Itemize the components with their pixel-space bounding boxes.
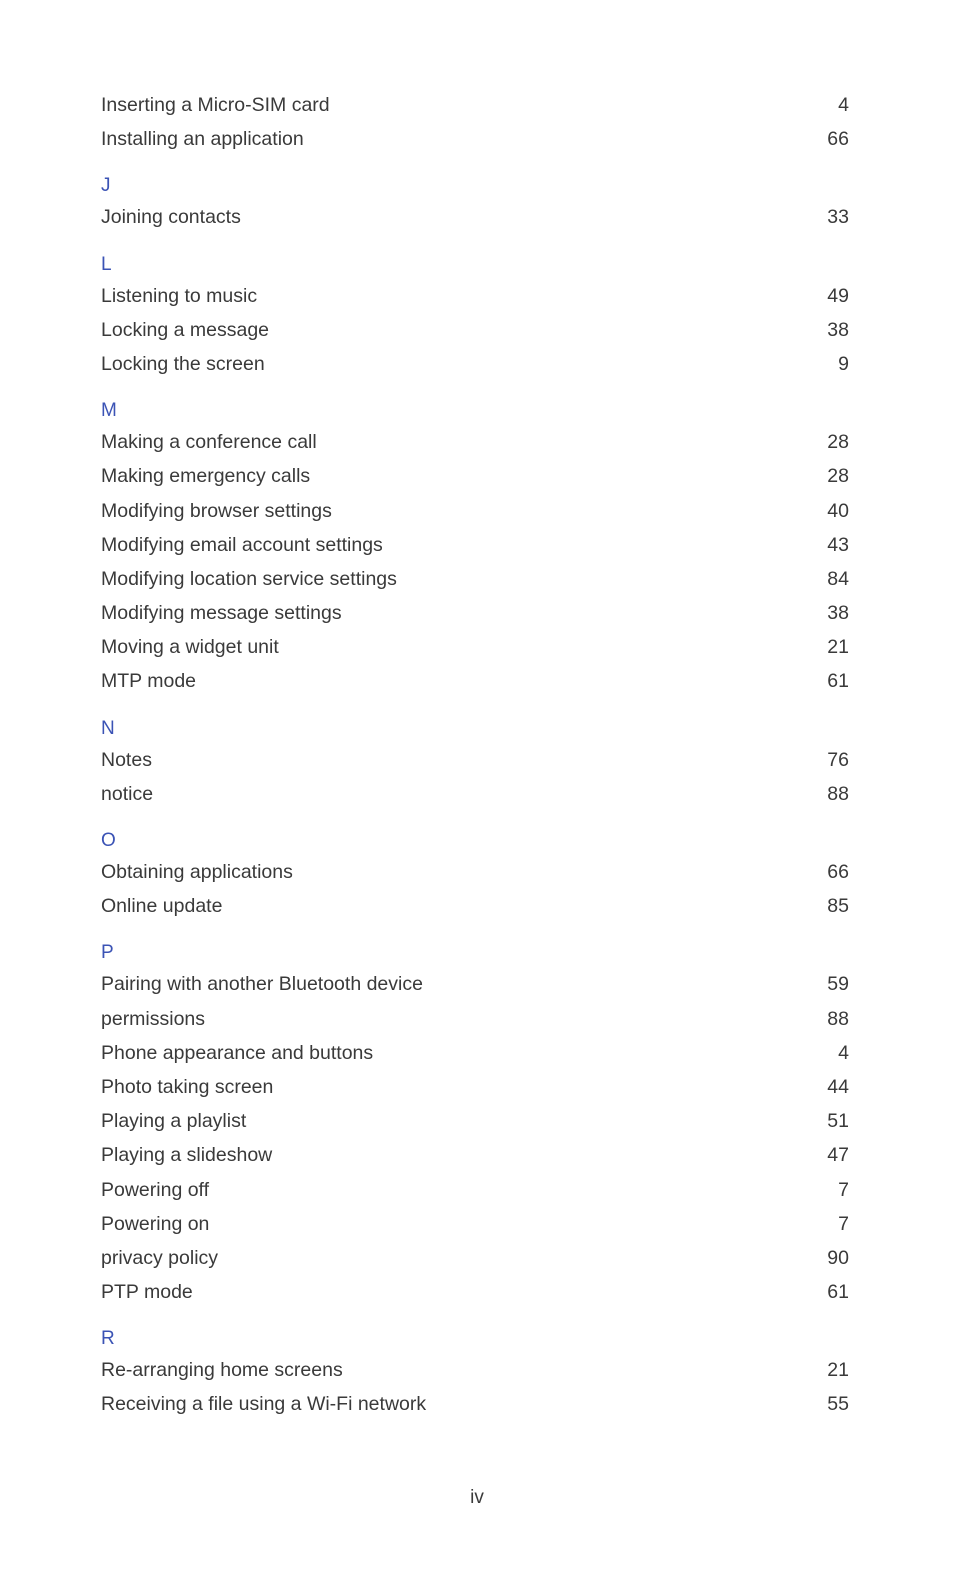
section-letter: P (101, 942, 114, 964)
index-entry[interactable] (101, 494, 849, 528)
index-entry[interactable] (101, 1070, 849, 1104)
index-entry[interactable] (101, 313, 849, 347)
entry-page-number: 61 (827, 670, 849, 693)
entry-label: privacy policy (101, 1246, 219, 1269)
entry-label: Inserting a Micro-SIM card (101, 94, 330, 116)
entry-label: Obtaining applications (101, 861, 293, 883)
index-group (101, 823, 849, 923)
index-entry[interactable] (101, 630, 849, 664)
entry-page-number: 28 (827, 465, 849, 488)
entry-page-number: 76 (827, 748, 849, 771)
entry-page-number: 7 (838, 1212, 849, 1235)
entry-page-number: 88 (827, 782, 849, 805)
index-group (101, 1321, 849, 1421)
entry-page-number: 85 (827, 895, 849, 918)
index-entry[interactable] (101, 889, 849, 923)
section-letter: L (101, 253, 112, 275)
entry-label: Making a conference call (101, 431, 317, 454)
entry-page-number: 33 (827, 206, 849, 229)
entry-label: Modifying location service settings (101, 567, 397, 590)
entry-page-number: 47 (827, 1144, 849, 1167)
entry-page-number: 43 (827, 533, 849, 556)
index-entry[interactable] (101, 967, 849, 1001)
index-entry[interactable] (101, 1138, 849, 1172)
entry-label: Phone appearance and buttons (101, 1041, 374, 1064)
section-letter: O (101, 830, 116, 851)
entry-page-number: 38 (827, 318, 849, 341)
entry-page-number: 44 (827, 1075, 849, 1098)
entry-label: Photo taking screen (101, 1075, 274, 1098)
entry-page-number: 61 (827, 1281, 849, 1304)
index-entry[interactable] (101, 425, 849, 459)
entry-page-number: 51 (827, 1110, 849, 1133)
entry-page-number: 4 (838, 94, 849, 116)
index-group (101, 247, 849, 382)
index-entry[interactable] (101, 1241, 849, 1275)
entry-label: MTP mode (101, 670, 197, 693)
index-entry[interactable] (101, 664, 849, 698)
index-group (101, 168, 849, 234)
entry-page-number: 55 (827, 1393, 849, 1416)
entry-page-number: 66 (827, 128, 849, 151)
entry-page-number: 49 (827, 284, 849, 307)
index-entry[interactable] (101, 777, 849, 811)
section-letter: N (101, 717, 115, 739)
entry-label: notice (101, 782, 154, 805)
entry-label: Pairing with another Bluetooth device (101, 973, 423, 996)
index-entry[interactable] (101, 562, 849, 596)
section-letter: J (101, 175, 111, 197)
entry-page-number: 7 (838, 1178, 849, 1201)
entry-page-number: 66 (827, 861, 849, 883)
entry-page-number: 4 (838, 1041, 849, 1064)
entry-label: Installing an application (101, 128, 304, 151)
entry-page-number: 21 (827, 1359, 849, 1382)
entry-label: Receiving a file using a Wi-Fi network (101, 1393, 427, 1416)
index-entry[interactable] (101, 1173, 849, 1207)
entry-page-number: 88 (827, 1007, 849, 1030)
index-entry[interactable] (101, 1207, 849, 1241)
entry-label: Online update (101, 895, 223, 918)
index-entry[interactable] (101, 596, 849, 630)
index-entry[interactable] (101, 743, 849, 777)
index-entry[interactable] (101, 528, 849, 562)
index-entry[interactable] (101, 459, 849, 493)
index-entry[interactable] (101, 122, 849, 156)
index-entry[interactable] (101, 200, 849, 234)
entry-label: Modifying email account settings (101, 533, 383, 556)
section-letter: M (101, 400, 117, 422)
entry-label: Modifying message settings (101, 602, 342, 625)
section-letter: R (101, 1328, 115, 1350)
index-group (101, 393, 849, 699)
entry-page-number: 59 (827, 973, 849, 996)
entry-page-number: 28 (827, 431, 849, 454)
entry-label: Notes (101, 748, 152, 771)
entry-label: Making emergency calls (101, 465, 311, 488)
index-entry[interactable] (101, 1387, 849, 1421)
entry-page-number: 84 (827, 567, 849, 590)
entry-label: Playing a slideshow (101, 1144, 273, 1167)
entry-page-number: 90 (827, 1246, 849, 1269)
index-entry[interactable] (101, 1002, 849, 1036)
entry-label: Modifying browser settings (101, 499, 332, 522)
index-group (101, 935, 849, 1309)
index-group (101, 711, 849, 811)
entry-label: Powering off (101, 1178, 210, 1201)
entry-label: permissions (101, 1007, 206, 1030)
entry-page-number: 9 (838, 352, 849, 375)
entry-label: Re-arranging home screens (101, 1359, 343, 1382)
entry-label: PTP mode (101, 1281, 193, 1304)
entry-label: Moving a widget unit (101, 636, 279, 659)
index-entry[interactable] (101, 279, 849, 313)
entry-label: Joining contacts (101, 206, 241, 229)
index-entry[interactable] (101, 1275, 849, 1309)
entry-page-number: 38 (827, 602, 849, 625)
entry-page-number: 40 (827, 499, 849, 522)
entry-label: Locking a message (101, 318, 270, 341)
entry-label: Powering on (101, 1212, 210, 1235)
page-number: iv (470, 1487, 484, 1508)
entry-label: Playing a playlist (101, 1110, 247, 1133)
index-entry[interactable] (101, 1104, 849, 1138)
index-entry[interactable] (101, 855, 849, 889)
index-entry[interactable] (101, 347, 849, 381)
index-entry[interactable] (101, 1353, 849, 1387)
entry-label: Listening to music (101, 284, 258, 307)
index-entry[interactable] (101, 88, 849, 122)
index-group (101, 88, 849, 156)
entry-page-number: 21 (827, 636, 849, 659)
entry-label: Locking the screen (101, 352, 265, 375)
index-list (101, 88, 849, 1422)
index-entry[interactable] (101, 1036, 849, 1070)
